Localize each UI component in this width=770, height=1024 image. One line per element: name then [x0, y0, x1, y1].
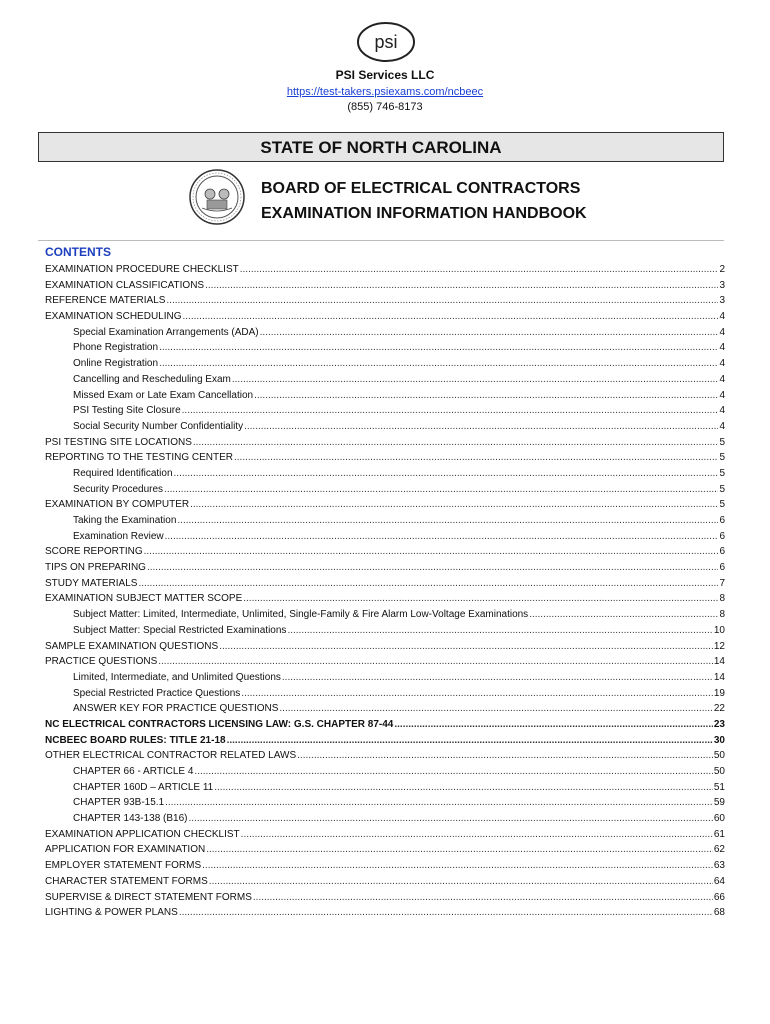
toc-entry[interactable]	[45, 390, 725, 406]
toc-entry-label: APPLICATION FOR EXAMINATION	[45, 844, 206, 856]
toc-entry[interactable]	[45, 860, 725, 876]
toc-entry-label: EXAMINATION APPLICATION CHECKLIST	[45, 828, 240, 840]
toc-entry-page: 22	[713, 703, 725, 715]
toc-leader-dots	[147, 562, 718, 573]
toc-entry-page: 60	[713, 813, 725, 825]
toc-entry-page: 5	[719, 467, 725, 479]
state-seal-icon	[188, 168, 246, 226]
toc-entry-page: 5	[719, 436, 725, 448]
contents-heading: CONTENTS	[45, 245, 111, 259]
toc-leader-dots	[287, 625, 712, 636]
toc-entry-label: Cancelling and Rescheduling Exam	[73, 373, 231, 385]
toc-entry-label: Special Restricted Practice Questions	[73, 687, 241, 699]
toc-entry-page: 4	[719, 326, 725, 338]
toc-entry[interactable]	[45, 452, 725, 468]
toc-leader-dots	[189, 813, 713, 824]
toc-entry[interactable]	[45, 625, 725, 641]
toc-entry-page: 4	[719, 420, 725, 432]
toc-leader-dots	[159, 342, 718, 353]
toc-entry-label: CHAPTER 160D – ARTICLE 11	[73, 781, 214, 793]
toc-entry[interactable]	[45, 437, 725, 453]
toc-entry-label: STUDY MATERIALS	[45, 577, 138, 589]
toc-entry-label: REPORTING TO THE TESTING CENTER	[45, 452, 233, 464]
toc-leader-dots	[144, 546, 719, 557]
toc-entry-label: NC ELECTRICAL CONTRACTORS LICENSING LAW: G.S. CHAPTER 87-44	[45, 718, 394, 730]
toc-leader-dots	[279, 703, 712, 714]
toc-leader-dots	[227, 735, 713, 746]
toc-entry-page: 50	[713, 766, 725, 777]
toc-leader-dots	[206, 844, 713, 855]
toc-leader-dots	[243, 593, 718, 604]
toc-entry[interactable]	[45, 358, 725, 374]
toc-entry-page: 61	[713, 828, 725, 840]
toc-entry-label: EXAMINATION CLASSIFICATIONS	[45, 279, 205, 291]
toc-entry-label: PSI Testing Site Closure	[73, 405, 181, 417]
toc-entry-page: 62	[713, 844, 725, 856]
toc-entry-page: 4	[719, 342, 725, 354]
toc-entry-page: 50	[713, 750, 725, 762]
toc-leader-dots	[159, 358, 718, 369]
toc-entry-page: 5	[719, 452, 725, 464]
toc-leader-dots	[166, 295, 718, 306]
toc-entry-page: 59	[713, 797, 725, 809]
toc-leader-dots	[177, 515, 718, 526]
handbook-title-line2: EXAMINATION INFORMATION HANDBOOK	[261, 205, 587, 222]
handbook-title	[261, 176, 587, 226]
toc-entry[interactable]	[45, 609, 725, 625]
toc-leader-dots	[214, 782, 713, 793]
toc-entry-label: REFERENCE MATERIALS	[45, 295, 166, 307]
toc-entry[interactable]	[45, 295, 725, 311]
toc-entry[interactable]	[45, 688, 725, 704]
toc-entry-page: 66	[713, 891, 725, 903]
toc-entry[interactable]	[45, 813, 725, 829]
toc-entry-label: SUPERVISE & DIRECT STATEMENT FORMS	[45, 891, 252, 903]
toc-entry-page: 64	[713, 875, 725, 887]
toc-entry-label: CHAPTER 66 - ARTICLE 4	[73, 766, 194, 777]
toc-entry-label: Phone Registration	[73, 342, 159, 354]
toc-entry-label: SAMPLE EXAMINATION QUESTIONS	[45, 640, 219, 652]
toc-entry-label: Subject Matter: Special Restricted Examinations	[73, 624, 287, 636]
toc-entry-page: 6	[719, 530, 725, 542]
company-url-link[interactable]: https://test-takers.psiexams.com/ncbeec	[286, 86, 484, 98]
toc-entry-label: SCORE REPORTING	[45, 546, 143, 558]
toc-entry-page: 3	[719, 295, 725, 307]
toc-entry-label: Social Security Number Confidentiality	[73, 420, 244, 432]
toc-entry[interactable]	[45, 876, 725, 892]
toc-leader-dots	[165, 797, 713, 808]
toc-entry-label: Security Procedures	[73, 483, 164, 495]
toc-entry[interactable]	[45, 782, 725, 798]
toc-entry-page: 8	[719, 593, 725, 605]
toc-entry[interactable]	[45, 719, 725, 735]
toc-entry[interactable]	[45, 750, 725, 766]
toc-entry-page: 63	[713, 860, 725, 872]
toc-entry[interactable]	[45, 672, 725, 688]
toc-entry-page: 3	[719, 279, 725, 291]
toc-entry-label: Limited, Intermediate, and Unlimited Questions	[73, 671, 281, 683]
toc-entry-label: CHAPTER 143-138 (B16)	[73, 813, 188, 825]
toc-entry-label: Subject Matter: Limited, Intermediate, Unlimited, Single-Family & Fire Alarm Low-Voltage Examinations	[73, 609, 529, 621]
toc-entry-label: OTHER ELECTRICAL CONTRACTOR RELATED LAWS	[45, 750, 297, 762]
toc-entry[interactable]	[45, 735, 725, 751]
toc-entry-label: EXAMINATION PROCEDURE CHECKLIST	[45, 264, 239, 275]
toc-entry[interactable]	[45, 656, 725, 672]
toc-entry-label: Special Examination Arrangements (ADA)	[73, 326, 259, 338]
toc-leader-dots	[193, 437, 719, 448]
toc-entry-label: EXAMINATION SCHEDULING	[45, 311, 182, 323]
toc-entry-label: Taking the Examination	[73, 515, 177, 526]
toc-entry-page: 14	[713, 671, 725, 683]
toc-entry[interactable]	[45, 515, 725, 531]
toc-entry-page: 4	[719, 311, 725, 323]
toc-leader-dots	[234, 452, 718, 463]
toc-entry[interactable]	[45, 484, 725, 500]
toc-entry-page: 30	[713, 734, 725, 746]
toc-leader-dots	[254, 390, 718, 401]
logo-text: psi	[374, 32, 398, 52]
toc-leader-dots	[209, 876, 713, 887]
toc-entry[interactable]	[45, 311, 725, 327]
toc-leader-dots	[183, 311, 719, 322]
toc-entry-label: CHAPTER 93B-15.1	[73, 797, 165, 809]
toc-leader-dots	[529, 609, 718, 620]
toc-leader-dots	[158, 656, 713, 667]
table-of-contents	[45, 264, 725, 923]
toc-leader-dots	[179, 907, 713, 918]
toc-entry-label: LIGHTING & POWER PLANS	[45, 907, 178, 919]
toc-entry-page: 12	[713, 640, 725, 652]
toc-entry[interactable]	[45, 468, 725, 484]
toc-entry-label: Online Registration	[73, 358, 159, 370]
toc-leader-dots	[194, 766, 712, 777]
toc-leader-dots	[138, 578, 718, 589]
toc-leader-dots	[205, 280, 718, 291]
toc-entry-label: EMPLOYER STATEMENT FORMS	[45, 860, 202, 872]
toc-entry-page: 7	[719, 577, 725, 589]
toc-entry-label: Required Identification	[73, 467, 173, 479]
toc-entry[interactable]	[45, 280, 725, 296]
toc-entry[interactable]	[45, 531, 725, 547]
company-name: PSI Services LLC	[335, 68, 435, 82]
toc-entry[interactable]	[45, 844, 725, 860]
company-phone: (855) 746-8173	[347, 101, 423, 113]
toc-entry-page: 5	[719, 483, 725, 495]
toc-entry[interactable]	[45, 546, 725, 562]
toc-entry[interactable]	[45, 342, 725, 358]
toc-entry-page: 4	[719, 389, 725, 401]
toc-entry[interactable]	[45, 421, 725, 437]
toc-leader-dots	[244, 421, 718, 432]
toc-leader-dots	[253, 892, 713, 903]
toc-entry-label: PSI TESTING SITE LOCATIONS	[45, 436, 192, 448]
psi-logo	[355, 20, 417, 64]
toc-leader-dots	[260, 327, 719, 338]
toc-entry-page: 6	[719, 546, 725, 558]
toc-entry[interactable]	[45, 892, 725, 908]
toc-leader-dots	[190, 499, 718, 510]
toc-entry-page: 23	[713, 718, 725, 730]
toc-entry[interactable]	[45, 264, 725, 280]
toc-leader-dots	[202, 860, 713, 871]
state-title: STATE OF NORTH CAROLINA	[38, 132, 724, 162]
toc-entry[interactable]	[45, 593, 725, 609]
toc-leader-dots	[241, 688, 713, 699]
toc-entry[interactable]	[45, 578, 725, 594]
toc-leader-dots	[164, 484, 718, 495]
toc-leader-dots	[241, 829, 713, 840]
toc-entry-page: 6	[719, 515, 725, 526]
toc-leader-dots	[182, 405, 719, 416]
toc-entry[interactable]	[45, 703, 725, 719]
toc-entry-label: Missed Exam or Late Exam Cancellation	[73, 389, 254, 401]
toc-entry-page: 14	[713, 656, 725, 668]
toc-leader-dots	[219, 641, 713, 652]
toc-entry-page: 10	[713, 624, 725, 636]
toc-entry[interactable]	[45, 327, 725, 343]
toc-leader-dots	[394, 719, 713, 730]
toc-entry-page: 19	[713, 687, 725, 699]
toc-entry-page: 2	[719, 264, 725, 275]
toc-entry-label: CHARACTER STATEMENT FORMS	[45, 875, 208, 887]
toc-leader-dots	[240, 264, 719, 275]
toc-entry-label: EXAMINATION BY COMPUTER	[45, 499, 190, 511]
toc-entry-label: TIPS ON PREPARING	[45, 562, 146, 574]
toc-entry[interactable]	[45, 405, 725, 421]
toc-entry[interactable]	[45, 907, 725, 923]
toc-entry[interactable]	[45, 641, 725, 657]
toc-entry-page: 68	[713, 907, 725, 919]
toc-entry[interactable]	[45, 562, 725, 578]
toc-leader-dots	[297, 750, 713, 761]
toc-entry[interactable]	[45, 499, 725, 515]
divider	[38, 240, 724, 241]
toc-entry-page: 8	[719, 609, 725, 621]
toc-entry-page: 4	[719, 358, 725, 370]
toc-entry-label: ANSWER KEY FOR PRACTICE QUESTIONS	[73, 703, 279, 715]
toc-entry-page: 4	[719, 405, 725, 417]
toc-entry-page: 5	[719, 499, 725, 511]
toc-leader-dots	[232, 374, 719, 385]
toc-leader-dots	[282, 672, 713, 683]
toc-entry[interactable]	[45, 766, 725, 782]
handbook-title-line1: BOARD OF ELECTRICAL CONTRACTORS	[261, 180, 581, 197]
toc-leader-dots	[165, 531, 719, 542]
toc-entry[interactable]	[45, 374, 725, 390]
toc-entry[interactable]	[45, 829, 725, 845]
toc-entry-page: 4	[719, 373, 725, 385]
toc-entry-label: PRACTICE QUESTIONS	[45, 656, 158, 668]
toc-entry-page: 6	[719, 562, 725, 574]
toc-entry-page: 51	[713, 781, 725, 793]
toc-entry[interactable]	[45, 797, 725, 813]
toc-leader-dots	[174, 468, 719, 479]
toc-entry-label: EXAMINATION SUBJECT MATTER SCOPE	[45, 593, 243, 605]
toc-entry-label: NCBEEC BOARD RULES: TITLE 21-18	[45, 734, 226, 746]
toc-entry-label: Examination Review	[73, 530, 164, 542]
